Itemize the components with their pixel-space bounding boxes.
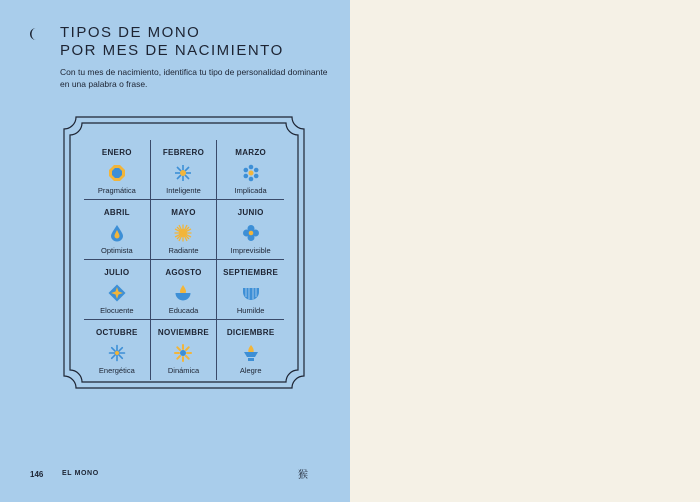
month-name: ENERO [101, 148, 132, 157]
page-title: TIPOS DE MONO POR MES DE NACIMIENTO [60, 24, 284, 59]
month-name: FEBRERO [162, 148, 205, 157]
month-cell-agosto [151, 260, 218, 320]
month-cell-septiembre [217, 260, 284, 320]
month-trait: Educada [168, 306, 199, 315]
month-name: ABRIL [103, 208, 130, 217]
page-number: 146 [30, 470, 44, 479]
bowl-icon [174, 284, 192, 302]
starburst-icon [174, 164, 192, 182]
month-cell-enero [84, 140, 151, 200]
month-cell-diciembre [217, 320, 284, 380]
right-page [350, 0, 700, 502]
month-trait: Humilde [236, 306, 265, 315]
month-trait: Alegre [239, 366, 262, 375]
month-name: NOVIEMBRE [157, 328, 210, 337]
month-cell-febrero [151, 140, 218, 200]
month-cell-octubre [84, 320, 151, 380]
sunburst-icon [174, 344, 192, 362]
month-trait: Pragmática [97, 186, 136, 195]
month-name: MAYO [171, 208, 196, 217]
month-name: JULIO [104, 268, 130, 277]
month-trait: Imprevisible [230, 246, 271, 255]
month-cell-abril [84, 200, 151, 260]
month-cell-mayo [151, 200, 218, 260]
month-name: AGOSTO [165, 268, 202, 277]
intro-text: Con tu mes de nacimiento, identifica tu tipo de personalidad dominante en una palabra o frase. [60, 67, 328, 89]
month-trait: Optimista [100, 246, 133, 255]
lotus-icon [242, 344, 260, 362]
month-trait: Implicada [234, 186, 267, 195]
month-cell-junio [217, 200, 284, 260]
month-cell-marzo [217, 140, 284, 200]
month-name: MARZO [235, 148, 267, 157]
month-trait: Inteligente [166, 186, 201, 195]
month-grid [84, 140, 284, 380]
clover-icon [242, 224, 260, 242]
octagon-icon [108, 164, 126, 182]
month-name: DICIEMBRE [226, 328, 275, 337]
diamond-star-icon [108, 284, 126, 302]
month-name: OCTUBRE [96, 328, 138, 337]
month-trait: Radiante [168, 246, 199, 255]
month-name: SEPTIEMBRE [223, 268, 279, 277]
snowflake-icon [108, 344, 126, 362]
drop-icon [108, 224, 126, 242]
month-name: JUNIO [237, 208, 264, 217]
month-trait: Energética [98, 366, 135, 375]
month-cell-noviembre [151, 320, 218, 380]
month-cell-julio [84, 260, 151, 320]
flower-dots-icon [242, 164, 260, 182]
running-head: EL MONO [62, 470, 99, 477]
sun-icon [174, 224, 192, 242]
fan-icon [242, 284, 260, 302]
month-trait: Elocuente [100, 306, 134, 315]
moon-icon [30, 28, 40, 40]
month-trait: Dinámica [167, 366, 200, 375]
chinese-glyph: 猴 [298, 470, 308, 481]
